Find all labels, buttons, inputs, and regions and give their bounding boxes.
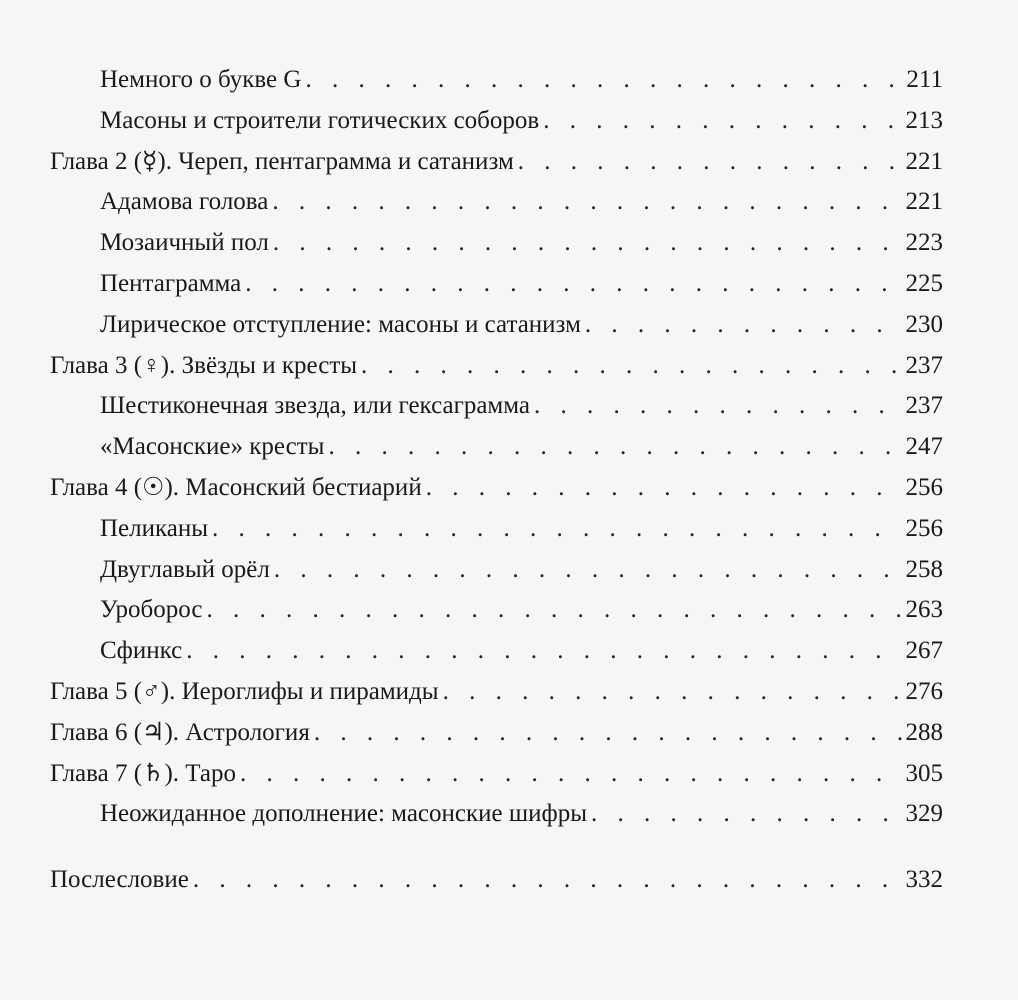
dot-leader: [272, 182, 901, 223]
toc-entry: [50, 182, 943, 223]
toc-entry-page: 305: [905, 759, 943, 787]
toc-chapter: [50, 346, 943, 387]
toc-entry-page: 276: [905, 677, 943, 705]
toc-entry-title: Шестиконечная звезда, или гексаграмма: [100, 392, 530, 420]
toc-entry-title: Лирическое отступление: масоны и сатанизм: [100, 310, 581, 338]
toc-entry-title: Пентаграмма: [100, 269, 242, 297]
toc-entry: [50, 101, 943, 142]
toc-entry-title: Пеликаны: [100, 514, 209, 542]
toc-entry-page: 221: [905, 188, 943, 216]
dot-leader: [534, 386, 902, 427]
dot-leader: [585, 305, 902, 346]
dot-leader: [591, 794, 902, 835]
toc-chapter: [50, 860, 943, 901]
dot-leader: [273, 223, 902, 264]
toc-entry-title: Масоны и строители готических соборов: [100, 106, 540, 134]
toc-entry-page: 223: [905, 229, 943, 257]
toc-entry-page: 237: [905, 392, 943, 420]
toc-entry-title: Неожиданное дополнение: масонские шифры: [100, 800, 587, 828]
toc-entry-page: 211: [906, 66, 943, 93]
toc-entry: [50, 794, 943, 835]
toc-entry-title: Немного о букве G: [100, 66, 302, 93]
toc-chapter: [50, 754, 943, 795]
dot-leader: [426, 468, 902, 509]
toc-entry-title: Глава 3 (♀). Звёзды и кресты: [50, 351, 358, 379]
toc-entry-page: 256: [905, 514, 943, 542]
toc-entry: [50, 631, 943, 672]
toc-entry: [50, 386, 943, 427]
toc-entry-page: 247: [905, 433, 943, 461]
toc-entry-page: 256: [905, 473, 943, 501]
toc-entry-title: Глава 2 (☿). Череп, пентаграмма и сатанизм: [50, 147, 514, 175]
toc-entry-title: Сфинкс: [100, 637, 183, 665]
toc-entry-title: Глава 6 (♃). Астрология: [50, 718, 310, 746]
toc-entry: [50, 427, 943, 468]
dot-leader: [212, 509, 901, 550]
toc-entry-title: Послесловие: [50, 866, 189, 894]
toc-entry-page: 332: [905, 866, 943, 894]
toc-entry-page: 213: [905, 106, 943, 134]
toc-entry-page: 288: [905, 718, 943, 746]
toc-entry-page: 263: [905, 596, 943, 624]
toc-entry: [50, 550, 943, 591]
dot-leader: [240, 754, 901, 795]
dot-leader: [328, 427, 901, 468]
toc-chapter: [50, 142, 943, 183]
toc-entry-title: Двуглавый орёл: [100, 555, 270, 583]
toc-entry-title: Глава 5 (♂). Иероглифы и пирамиды: [50, 677, 439, 705]
toc-chapter: [50, 713, 943, 754]
dot-leader: [186, 631, 901, 672]
dot-leader: [193, 860, 902, 901]
toc-entry-page: 258: [905, 555, 943, 583]
toc-entry-page: 225: [905, 269, 943, 297]
dot-leader: [314, 713, 902, 754]
toc-entry-page: 237: [905, 351, 943, 379]
dot-leader: [305, 60, 902, 101]
dot-leader: [245, 264, 901, 305]
dot-leader: [543, 101, 901, 142]
dot-leader: [206, 590, 901, 631]
table-of-contents: [50, 60, 943, 901]
toc-entry: [50, 264, 943, 305]
toc-entry: [50, 509, 943, 550]
dot-leader: [443, 672, 902, 713]
toc-entry-page: 221: [905, 147, 943, 175]
toc-entry-title: Уроборос: [100, 596, 203, 624]
toc-entry: [50, 305, 943, 346]
toc-entry-title: Адамова голова: [100, 188, 269, 216]
dot-leader: [518, 142, 902, 183]
toc-entry-page: 267: [905, 637, 943, 665]
toc-entry-title: Мозаичный пол: [100, 229, 269, 257]
toc-chapter: [50, 468, 943, 509]
toc-entry-page: 329: [905, 800, 943, 828]
toc-entry-title: Глава 7 (♄). Таро: [50, 759, 237, 787]
dot-leader: [274, 550, 902, 591]
toc-entry-title: «Масонские» кресты: [100, 433, 325, 461]
toc-entry-title: Глава 4 (☉). Масонский бестиарий: [50, 473, 422, 501]
toc-chapter: [50, 672, 943, 713]
toc-entry: [50, 60, 943, 101]
toc-entry: [50, 590, 943, 631]
dot-leader: [361, 346, 901, 387]
toc-entry: [50, 223, 943, 264]
toc-entry-page: 230: [905, 310, 943, 338]
